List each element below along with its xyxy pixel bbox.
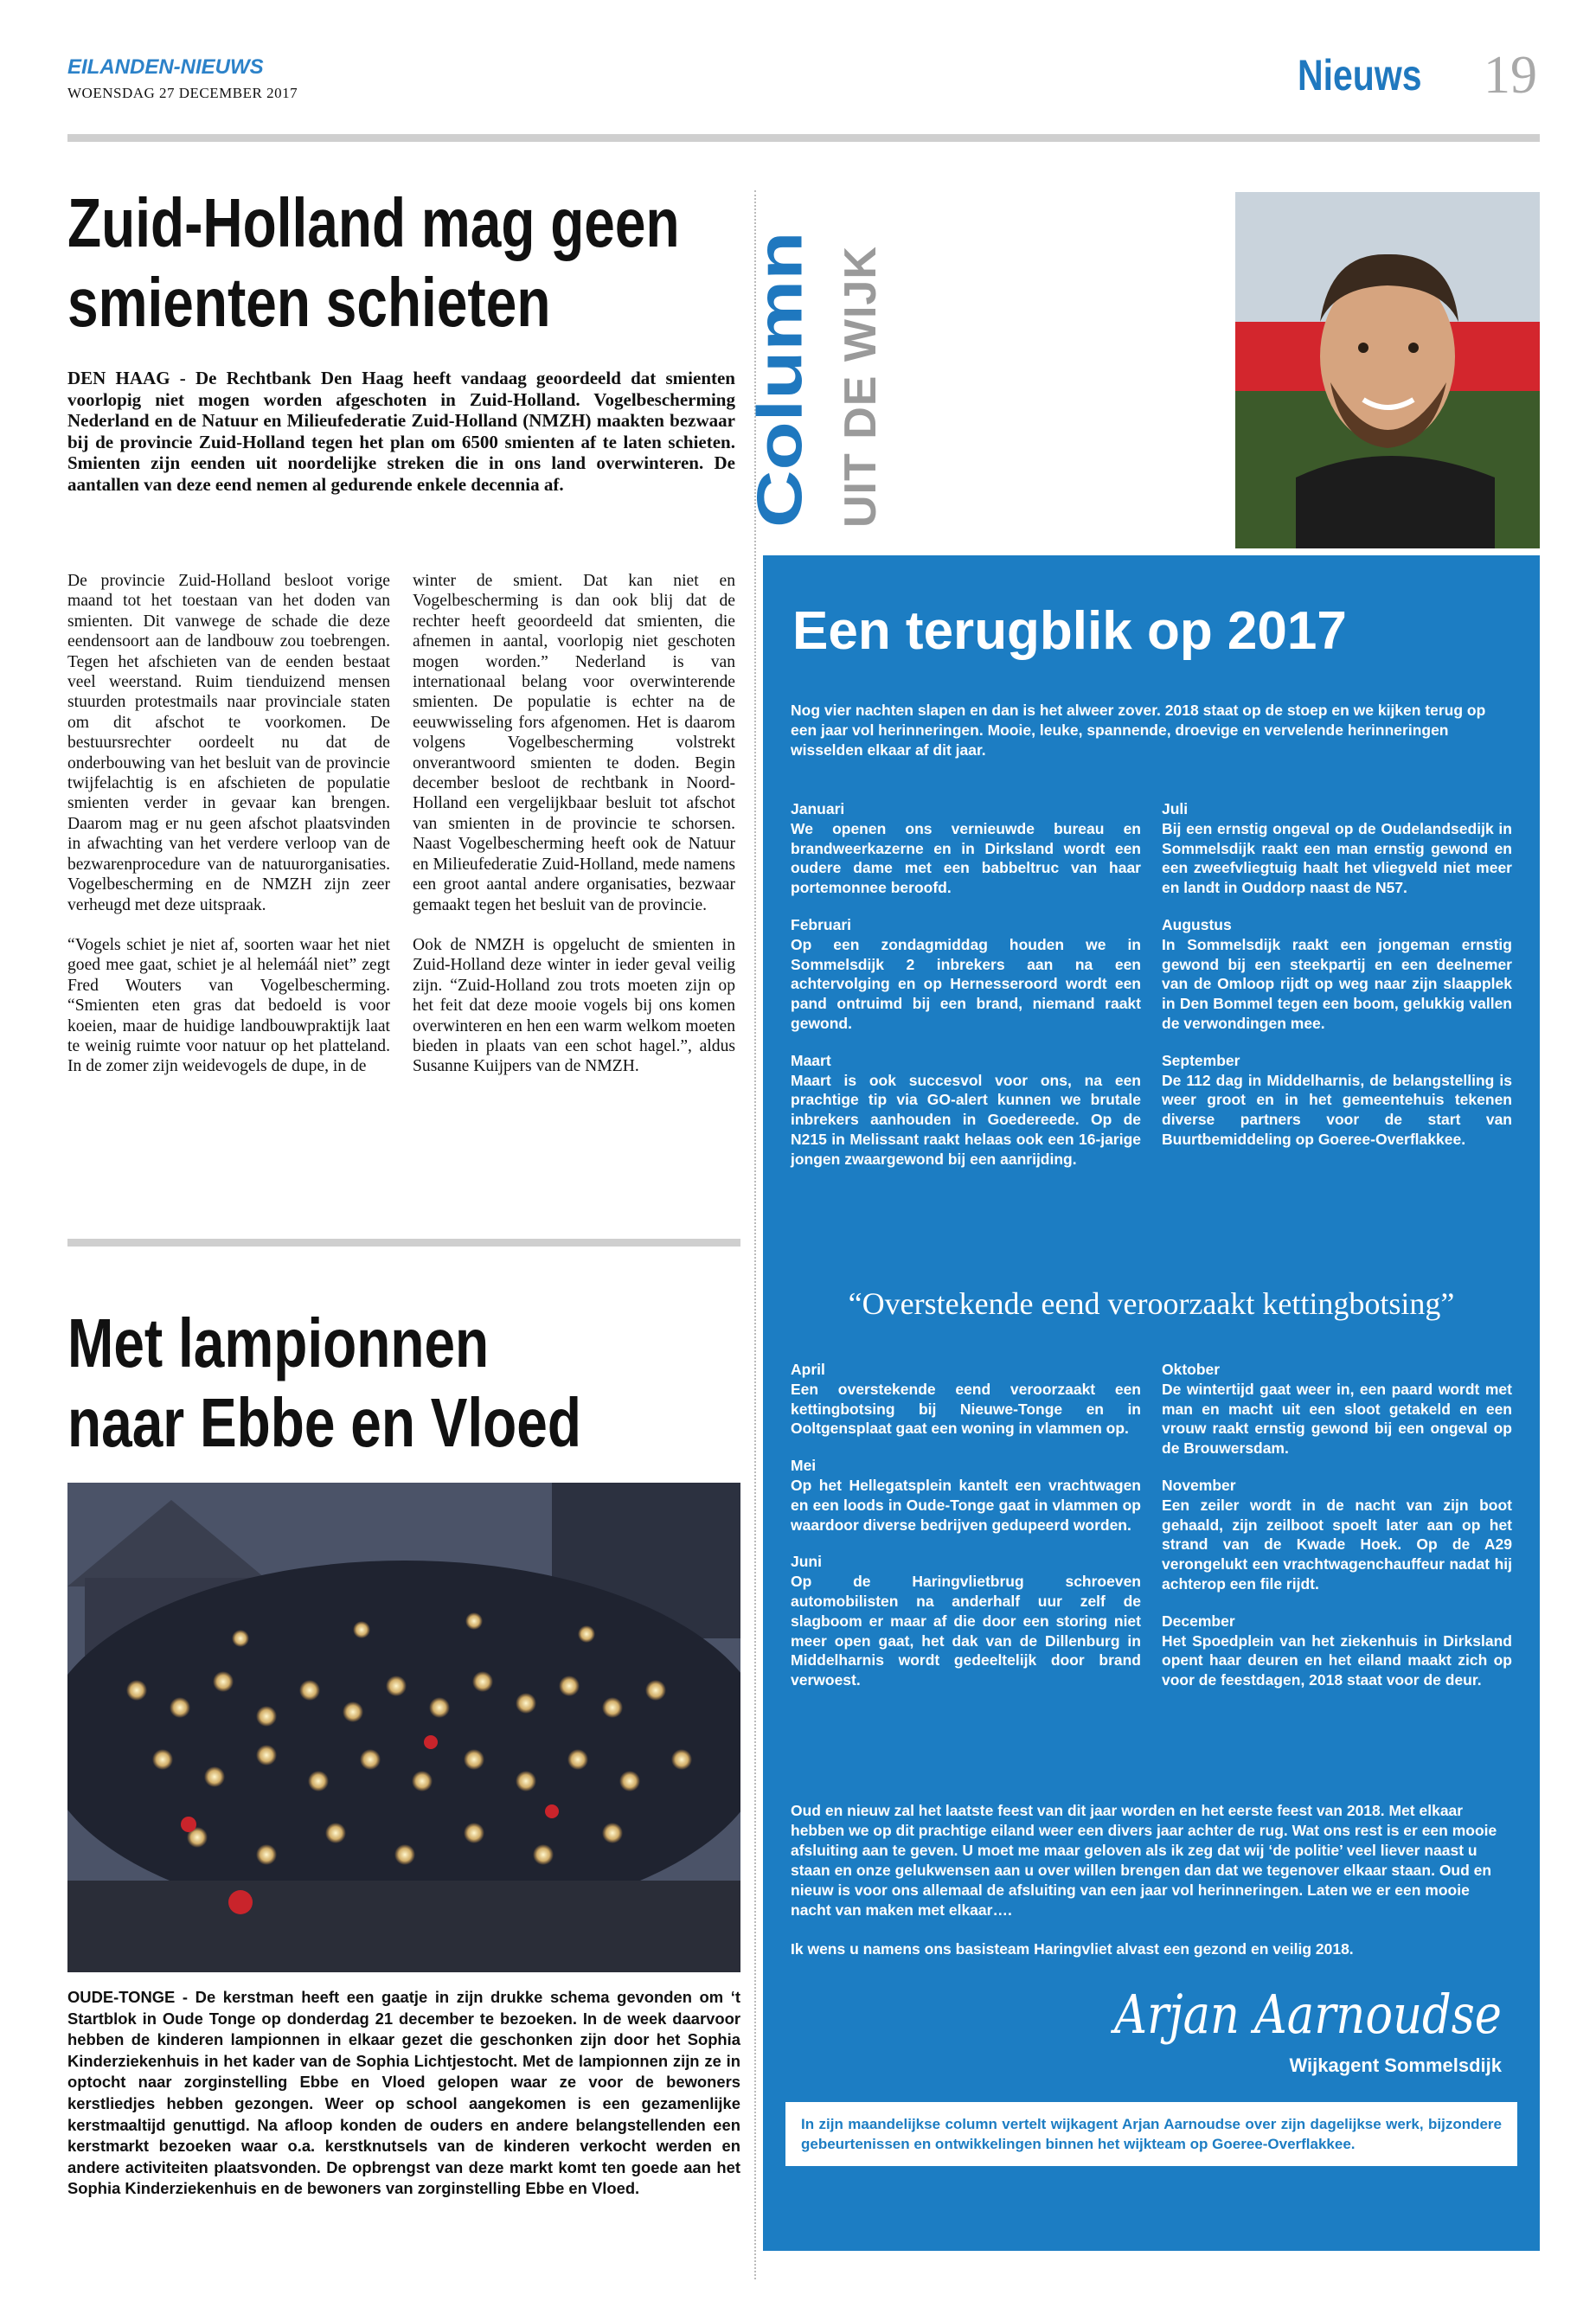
month-text: Het Spoedplein van het ziekenhuis in Dirksland opent haar deuren en het eiland maakt zich op voor de feestdagen, 2018 staat voor de deur. [1162, 1631, 1512, 1689]
month-entry [1162, 1476, 1512, 1594]
author-role: Wijkagent Sommelsdijk [1289, 2054, 1502, 2076]
portrait-illustration [1235, 192, 1540, 548]
photo-caption: OUDE-TONGE - De kerstman heeft een gaatje in zijn drukke schema gevonden om ‘t Startblok in Oude Tonge op donderdag 21 december te bezoeken. In de week daarvoor hebben de kinderen lampionnen in elkaar gezet die geschonken zijn door het Sophia Kinderziekenhuis in het kader van de Sophia Lichtjestocht. Met de lampionnen zijn ze in optocht naar zorginstelling Ebbe en Vloed gelopen waar ze voor de bewoners kerstliedjes hebben gezongen. Weer op school aangekomen is een gezamenlijke kerstmaaltijd genuttigd. Na afloop konden de ouders en andere belangstellenden een kerstmarkt bezoeken waar o.a. kerstknutsels van de kinderen verkocht werden en andere activiteiten plaatsvonden. De opbrengst van deze markt komt ten goede aan het Sophia Kinderziekenhuis en de bewoners van zorginstelling Ebbe en Vloed. [67, 1988, 740, 2198]
month-text: Bij een ernstig ongeval op de Oudelandsedijk in Sommelsdijk raakt een man ernstig gewond en een zweefvliegtuig haalt het vliegveld niet meer en landt in Ouddorp naast de N57. [1162, 819, 1512, 897]
issue-date: WOENSDAG 27 DECEMBER 2017 [67, 85, 298, 101]
headline-line: Zuid-Holland mag geen [67, 184, 680, 261]
month-name: Januari [791, 800, 845, 817]
column-footnote: In zijn maandelijkse column vertelt wijkagent Arjan Aarnoudse over zijn dagelijkse werk, bijzondere gebeurtenissen en ontwikkelingen binnen het wijkteam op Goeree-Overflakkee. [785, 2102, 1517, 2166]
month-entry [1162, 799, 1512, 898]
month-text: Maart is ook succesvol voor ons, na een prachtige tip via GO-alert kunnen we brutale inbrekers aanhouden in Goedereede. Op de N215 in Melissant raakt helaas ook een 16-jarige jongen zwaargewond bij een aanrijding. [791, 1071, 1141, 1168]
month-name: Februari [791, 915, 852, 933]
month-text: We openen ons vernieuwde bureau en brandweerkazerne en in Dirksland wordt een oudere dame met een babbeltruc van haar portemonnee beroofd. [791, 819, 1141, 897]
article-headline [67, 183, 732, 343]
month-entry [1162, 915, 1512, 1034]
section-name: Nieuws [1298, 51, 1422, 99]
month-name: Juli [1162, 800, 1189, 817]
article-column-2 [413, 571, 735, 1097]
month-text: Op het Hellegatsplein kantelt een vrachtwagen en een loods in Oude-Tonge gaat in vlammen op waardoor diverse bedrijven gedupeerd worden. [791, 1476, 1141, 1534]
paragraph: Oud en nieuw zal het laatste feest van dit jaar worden en het eerste feest van 2018. Met elkaar hebben we op dit prachtige eiland weer een divers jaar achter de rug. Wat ons rest is er een mooie afsluiting aan te geven. U moet me maar geloven als ik zeg dat wij ‘de politie’ veel liever naast u staan en onze gelukwensen aan u over willen brengen dan dat we tegenover elkaar staan. Oud en nieuw is voor ons allemaal de afsluiting van een jaar vol herinneringen. Laten we er een mooie nacht van maken met elkaar…. [791, 1802, 1497, 1919]
month-name: Juni [791, 1553, 822, 1571]
months-column-right-top [1162, 799, 1512, 1167]
month-name: Augustus [1162, 915, 1232, 933]
month-name: Oktober [1162, 1361, 1221, 1378]
author-signature: Arjan Aarnoudse [1114, 1983, 1502, 2046]
month-name: September [1162, 1051, 1240, 1069]
month-entry [791, 1456, 1141, 1535]
header-divider [67, 134, 1540, 142]
month-text: Een overstekende eend veroorzaakt een kettingbotsing bij Nieuwe-Tonge en in Ooltgensplaat gaat een woning in vlammen op. [791, 1380, 1141, 1438]
month-entry [791, 1552, 1141, 1690]
column-title: Een terugblik op 2017 [792, 601, 1347, 661]
column-box [763, 555, 1540, 2251]
month-text: In Sommelsdijk raakt een jongeman ernstig gewond bij een steekpartij en een deelnemer van de Omloop rijdt op weg naar zijn slaapplek in Den Bommel tegen een boom, gelukkig vallen de verwondingen mee. [1162, 935, 1512, 1032]
month-entry [791, 799, 1141, 898]
column-label: Column [744, 231, 816, 528]
month-name: April [791, 1361, 825, 1378]
pull-quote: “Overstekende eend veroorzaakt kettingbotsing” [848, 1286, 1455, 1321]
author-portrait [1235, 192, 1540, 548]
months-column-left-top [791, 799, 1141, 1187]
month-text: De wintertijd gaat weer in, een paard wordt met man en macht uit een sloot getakeld en een vrouw raakt ernstig gewond bij een ongeval op de Brouwersdam. [1162, 1380, 1512, 1458]
month-entry [1162, 1051, 1512, 1150]
newspaper-logo: EILANDEN-NIEUWS [67, 55, 264, 79]
photo-illustration [67, 1483, 740, 1972]
headline-line: smienten schieten [67, 264, 551, 341]
article-headline [67, 1304, 732, 1463]
headline-line: Met lampionnen [67, 1304, 490, 1381]
month-entry [791, 1360, 1141, 1439]
months-column-left-bottom [791, 1360, 1141, 1708]
paragraph: winter de smient. Dat kan niet en Vogelbescherming is dan ook blij dat de rechter heeft geoordeeld dat smienten, die afnemen in aantal, voorlopig niet geschoten mogen worden.” Nederland is van internationaal belang voor overwinterende smienten. De populatie is echter na de eeuwwisseling fors afgenomen. Het is daarom volgens Vogelbescherming volstrekt onverantwoord smienten te doden. Begin december besloot de rechtbank in Noord-Holland een vergelijkbaar besluit tot afschot van smienten in de provincie te schorsen. Naast Vogelbescherming heeft ook de Natuur en Milieufederatie Zuid-Holland, mede namens een groot aantal andere organisaties, bezwaar gemaakt tegen het besluit van de provincie. [413, 572, 735, 914]
month-entry [1162, 1360, 1512, 1458]
month-text: Een zeiler wordt in de nacht van zijn boot gehaald, zijn zeilboot spoelt later aan op het strand van de Kwade Hoek. Op de A29 verongelukt een vrachtwagenchauffeur nadat hij achterop een file rijdt. [1162, 1496, 1512, 1593]
month-name: November [1162, 1476, 1236, 1494]
month-text: Op een zondagmiddag houden we in Sommelsdijk 2 inbrekers aan na een achtervolging en op Hernesseroord wordt een pand ontruimd bij een brand, niemand raakt gewond. [791, 935, 1141, 1032]
column-outro [791, 1801, 1514, 1959]
month-entry [791, 915, 1141, 1034]
paragraph: De provincie Zuid-Holland besloot vorige maand tot het toestaan van het doden van smienten. Dit vanwege de schade die deze eendensoort aan de landbouw zou toebrengen. Tegen het afschieten van de eenden bestaat veel weerstand. Ruim tienduizend mensen stuurden protestmails naar provinciale staten om dit afschot te voorkomen. De bestuursrechter oordeelt nu dat de onderbouwing van het besluit van de provincie twijfelachtig is en afschieten de populatie smienten verder in gevaar kan brengen. Daarom mag er nu geen afschot plaatsvinden in afwachting van het verdere verloop van de bezwarenprocedure van de natuurorganisaties. Vogelbescherming en de NMZH zijn zeer verheugd met deze uitspraak. [67, 572, 390, 914]
months-column-right-bottom [1162, 1360, 1512, 1708]
paragraph: Ik wens u namens ons basisteam Haringvliet alvast een gezond en veilig 2018. [791, 1940, 1354, 1958]
column-intro: Nog vier nachten slapen en dan is het alweer zover. 2018 staat op de stoep en we kijken terug op een jaar vol herinneringen. Mooie, leuke, spannende, droevige en vervelende herinneringen wisselden elkaar af dit jaar. [791, 702, 1486, 759]
paragraph: Ook de NMZH is opgelucht de smienten in Zuid-Holland deze winter in ieder geval veilig zijn. “Zuid-Holland zou trots moeten zijn op het feit dat deze mooie vogels bij ons komen overwinteren en hen een warm welkom moeten bieden in plaats van een schot hagel.”, aldus Susanne Kuijpers van de NMZH. [413, 935, 735, 1076]
month-name: Maart [791, 1051, 831, 1069]
month-name: December [1162, 1612, 1235, 1630]
article-lead: DEN HAAG - De Rechtbank Den Haag heeft vandaag geoordeeld dat smienten voorlopig niet mogen worden afgeschoten in Zuid-Holland. Vogelbescherming Nederland en de Natuur en Milieufederatie Zuid-Holland (NMZH) maakten bezwaar bij de provincie Zuid-Holland tegen het plan om 6500 smienten af te laten schieten. Smienten zijn eenden uit noordelijke streken die in ons land overwinteren. De aantallen van deze eend nemen al gedurende enkele decennia af. [67, 368, 735, 495]
column-sublabel: UIT DE WIJK [836, 246, 886, 528]
month-text: Op de Haringvlietbrug schroeven automobilisten na anderhalf uur zelf de slagboom er maar af die door een storing niet meer open gaat, het dak van de Dillenburg in Middelharnis wordt gedeeltelijk door brand verwoest. [791, 1573, 1141, 1689]
month-text: De 112 dag in Middelharnis, de belangstelling is weer groot en in het gemeentehuis tekenen diverse partners voor de start van Buurtbemiddeling op Goeree-Overflakkee. [1162, 1071, 1512, 1148]
article-divider [67, 1239, 740, 1247]
month-entry [1162, 1612, 1512, 1690]
lantern-parade-photo [67, 1483, 740, 1972]
article-column-1 [67, 571, 390, 1097]
headline-line: naar Ebbe en Vloed [67, 1384, 581, 1461]
month-entry [791, 1051, 1141, 1170]
paragraph: “Vogels schiet je niet af, soorten waar het niet goed mee gaat, schiet je al helemáál niet” zegt Fred Wouters van Vogelbescherming. “Smienten eten gras dat bedoeld is voor koeien, maar de huidige landbouwpraktijk laat te weinig ruimte voor natuur op het platteland. In de zomer zijn weidevogels de dupe, in de [67, 935, 390, 1076]
page-number: 19 [1484, 46, 1537, 105]
month-name: Mei [791, 1457, 817, 1475]
